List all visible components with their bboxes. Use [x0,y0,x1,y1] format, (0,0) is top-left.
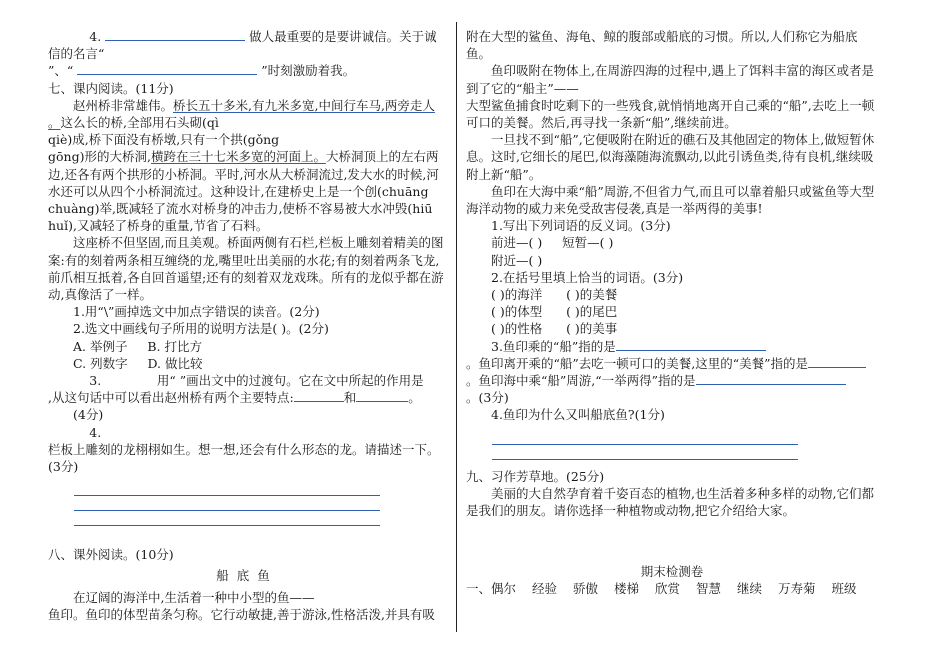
q4-number: 4. [89,29,102,44]
answer-word: 楼梯 [614,581,640,597]
answer-head: 一、偶尔 [466,581,517,597]
antonym-a[interactable]: 前进—( ) [491,235,543,251]
fill-body[interactable]: ( )的体型 [491,304,543,320]
fill-ocean[interactable]: ( )的海洋 [491,287,543,303]
right-question-1: 1.写出下列词语的反义词。(3分) [491,218,671,234]
underlined-sentence-2: 横跨在三十七米多宽的河面上。 [150,149,326,165]
answer-lines[interactable] [492,430,798,460]
story-line-1: 在辽阔的海洋中,生活着一种中小型的鱼—— [73,589,315,605]
antonym-c[interactable]: 附近—( ) [491,252,543,268]
p1-text-a: 赵州桥非常雄伟。 [73,97,174,113]
antonym-b[interactable]: 短暂—( ) [562,235,614,251]
q3-text: 用“ ”画出文中的过渡句。它在文中所起的作用是 [156,373,424,389]
fill-row-2 [466,303,878,320]
question-1: 1.用“\”画掉选文中加点字错误的读音。(2分) [73,304,320,320]
fill-tail[interactable]: ( )的尾巴 [566,304,618,320]
story-paragraph-2a: 鱼印吸附在物体上,在周游四海的过程中,遇上了饵料丰富的海区或者是到了它的“船主”—— [466,63,874,96]
option-b[interactable]: B. 打比方 [147,338,202,354]
q4b-number: 4. [89,424,102,440]
p1-text-b: 这么长的桥,全部用石头砌(qì [60,115,219,131]
answer-blank[interactable] [356,389,408,402]
underlined-sentence-1: 桥长五十多米,有九米多宽,中间行车马,两旁走人 [173,97,435,113]
fill-good-thing[interactable]: ( )的美事 [566,321,618,337]
right-question-2: 2.在括号里填上恰当的词语。(3分) [491,269,684,285]
story-continued-1: 附在大型的鲨鱼、海龟、鲸的腹部或船底的习惯。所以,人们称它为船底鱼。 [466,29,858,62]
antonym-row-1 [466,234,878,251]
right-column [466,28,878,598]
question-3-line2 [48,389,446,406]
q3-end: 。 [408,390,421,406]
p1-text-e: 大桥洞顶上的左右两边,还各有两个拱形的小桥洞。平时,河水从大桥洞流过,发大水的时候,河水还可以从四个小桥洞流过。这种设计,在建桥史上是一个创(chuāng chuàng)举,既减轻了流水对桥身的冲击力,使桥不容易被大水冲毁(hiū huǐ),又减轻了桥身的重量,节省了石料。 [48,149,439,234]
answer-blank[interactable] [105,28,245,41]
passage-paragraph-1 [48,97,446,235]
answer-lines[interactable] [74,481,380,526]
answer-word: 智慧 [696,581,722,597]
right-question-3c [466,372,878,389]
section-8-title: 八、课外阅读。(10分) [48,547,174,563]
right-question-3b [466,355,878,372]
option-c[interactable]: C. 列数字 [73,355,128,371]
answer-line[interactable] [492,445,798,460]
story-paragraph-3: 一旦找不到“船”,它便吸附在附近的礁石及其他固定的物体上,做短暂休息。这时,它细长的尾巴,似海藻随海流飘动,以此引诱鱼类,待有良机,继续吸附上新“船”。 [466,132,875,182]
answer-line[interactable] [74,496,380,511]
answer-blank[interactable] [294,389,344,402]
exam-title: 期末检测卷 [640,564,704,580]
story-paragraph-4: 鱼印在大海中乘“船”周游,不但省力气,而且可以靠着船只或鲨鱼等大型海洋动物的威力来免受敌害侵袭,真是一举两得的美事! [466,183,875,217]
section-7-title: 七、课内阅读。(11分) [48,80,174,96]
answer-line[interactable] [74,481,380,496]
answer-word: 经验 [532,581,558,597]
underlined-sentence-1-end: 。 [48,115,61,131]
p1-text-c: qiè)成,桥下面没有桥墩,只有一个拱(gǒng [48,132,280,148]
fill-row-3 [466,320,878,337]
question-3 [48,372,446,389]
q3-right-d: 。(3分) [466,390,509,406]
q4-text: 做人最重要的是要讲诚信。关于诚信的名言“ [48,29,437,62]
q3-right-a: 3.鱼印乘的“船”指的是 [491,338,616,354]
section-9-text: 美丽的大自然孕育着千姿百态的植物,也生活着多种多样的动物,它们都是我们的朋友。请你选择一种植物或动物,把它介绍给大家。 [466,485,874,519]
option-d[interactable]: D. 做比较 [147,355,203,371]
answer-word: 欣赏 [655,581,681,597]
answer-blank[interactable] [808,355,866,368]
story-title: 船底鱼 [216,568,278,584]
fill-meal[interactable]: ( )的美餐 [566,287,618,303]
section-9-title: 九、习作芳草地。(25分) [466,468,605,484]
q3-text-2: ,从这句话中可以看出赵州桥有两个主要特点: [48,390,294,406]
option-a[interactable]: A. 举例子 [73,338,128,354]
q3-score: (4分) [73,407,104,423]
q3-right-b: 。鱼印离开乘的“船”去吃一顿可口的美餐,这里的“美餐”指的是 [466,355,809,371]
answer-word: 班级 [831,581,857,597]
answer-word: 骄傲 [573,581,599,597]
passage-paragraph-2: 这座桥不但坚固,而且美观。桥面两侧有石栏,栏板上雕刻着精美的图案:有的刻着两条相互缠绕的龙,嘴里吐出美丽的水花;有的刻着两条飞龙,前爪相互抵着,各自回首遥望;还有的刻着双龙戏珠。所有的龙似乎都在游动,真像活了一样。 [48,235,444,303]
answer-blank[interactable] [696,372,846,385]
question-4b: 栏板上雕刻的龙栩栩如生。想一想,还会有什么形态的龙。请描述一下。(3分) [48,441,440,475]
question-2: 2.选文中画线句子所用的说明方法是( )。(2分) [73,321,329,337]
answer-line[interactable] [74,511,380,526]
question-2-options-ab [48,338,446,355]
right-question-3 [466,338,878,355]
q4-line2 [48,62,446,79]
q3-and: 和 [343,390,357,406]
right-question-4: 4.鱼印为什么又叫船底鱼?(1分) [491,407,665,423]
q4-quote-close: ”时刻激励着我。 [261,63,356,79]
story-paragraph-2b: 大型鲨鱼捕食时吃剩下的一些残食,就悄悄地离开自己乘的“船”,去吃上一顿可口的美餐。然后,再寻找一条新“船”,继续前进。 [466,97,875,131]
answer-blank[interactable] [77,62,257,75]
q3-number: 3. [89,373,102,389]
answer-blank[interactable] [616,338,766,351]
fill-row-1 [466,286,878,303]
question-2-options-cd [48,355,446,372]
q3-right-c: 。鱼印海中乘“船”周游,“一举两得”指的是 [466,373,696,389]
fill-character[interactable]: ( )的性格 [491,321,543,337]
answer-row [466,580,878,597]
column-divider [456,22,457,632]
story-line-2: 鱼印。鱼印的体型苗条匀称。它行动敏捷,善于游泳,性格活泼,并具有吸 [48,606,435,622]
answer-word: 万寿菊 [778,581,816,597]
q4-line1 [48,28,446,62]
q4-quote-open: ”、“ [48,63,74,79]
answer-line[interactable] [492,430,798,445]
left-column [48,28,446,623]
answer-word: 继续 [737,581,763,597]
p1-text-d: gōng)形的大桥洞, [48,149,151,165]
